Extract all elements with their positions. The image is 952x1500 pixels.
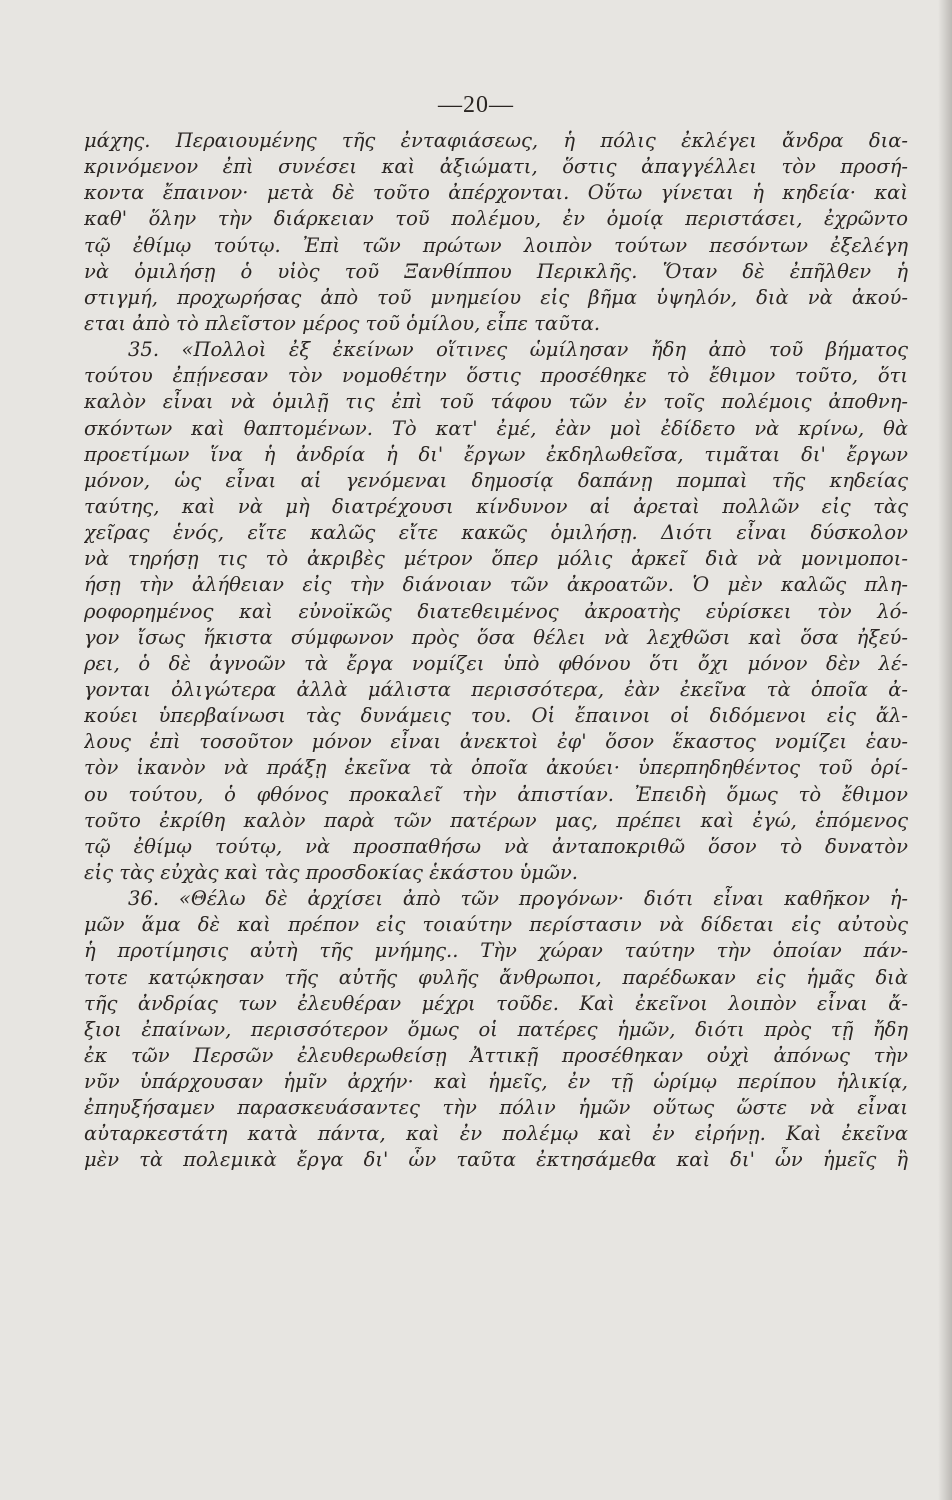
text-line: ρει, ὁ δὲ ἀγνοῶν τὰ ἔργα νομίζει ὑπὸ φθόνου ὅτι ὄχι μόνον δὲν λέ-	[84, 651, 908, 675]
text-line: τὸν ἱκανὸν νὰ πράξῃ ἐκεῖνα τὰ ὁποῖα ἀκούει· ὑπερπηδηθέντος τοῦ ὁρί-	[84, 756, 908, 780]
text-line: μὲν τὰ πολεμικὰ ἔργα δι' ὧν ταῦτα ἐκτησάμεθα καὶ δι' ὧν ἡμεῖς ἢ	[84, 1148, 908, 1172]
text-line: μόνον, ὡς εἶναι αἱ γενόμεναι δημοσίᾳ δαπάνῃ πομπαὶ τῆς κηδείας	[84, 468, 908, 492]
text-line: κούει ὑπερβαίνωσι τὰς δυνάμεις του. Οἱ ἔπαινοι οἱ διδόμενοι εἰς ἄλ-	[84, 704, 908, 728]
text-line: νὰ ὁμιλήσῃ ὁ υἱὸς τοῦ Ξανθίππου Περικλῆς. Ὅταν δὲ ἐπῆλθεν ἡ	[84, 259, 908, 283]
text-line: σκόντων καὶ θαπτομένων. Τὸ κατ' ἐμέ, ἐὰν μοὶ ἐδίδετο νὰ κρίνω, θὰ	[84, 416, 908, 440]
text-line: στιγμή, προχωρήσας ἀπὸ τοῦ μνημείου εἰς βῆμα ὑψηλόν, διὰ νὰ ἀκού-	[84, 285, 908, 309]
body-text	[84, 128, 908, 1174]
text-line: μῶν ἅμα δὲ καὶ πρέπον εἰς τοιαύτην περίστασιν νὰ δίδεται εἰς αὐτοὺς	[84, 913, 908, 937]
text-line: γον ἴσως ἥκιστα σύμφωνον πρὸς ὅσα θέλει νὰ λεχθῶσι καὶ ὅσα ἠξεύ-	[84, 625, 908, 649]
text-line: χεῖρας ἑνός, εἴτε καλῶς εἴτε κακῶς ὁμιλήσῃ. Διότι εἶναι δύσκολον	[84, 521, 908, 545]
text-line: εἰς τὰς εὐχὰς καὶ τὰς προσδοκίας ἑκάστου ὑμῶν.	[84, 860, 578, 884]
text-line: εται ἀπὸ τὸ πλεῖστον μέρος τοῦ ὁμίλου, εἶπε ταῦτα.	[84, 311, 601, 335]
text-line: ήσῃ τὴν ἀλήθειαν εἰς τὴν διάνοιαν τῶν ἀκροατῶν. Ὁ μὲν καλῶς πλη-	[84, 573, 908, 597]
text-line: κοντα ἔπαινον· μετὰ δὲ τοῦτο ἀπέρχονται. Οὕτω γίνεται ἡ κηδεία· καὶ	[84, 181, 908, 205]
text-line: ταύτης, καὶ νὰ μὴ διατρέχουσι κίνδυνον αἱ ἀρεταὶ πολλῶν εἰς τὰς	[84, 494, 908, 518]
text-line: ξιοι ἐπαίνων, περισσότερον ὅμως οἱ πατέρες ἡμῶν, διότι πρὸς τῇ ἤδη	[84, 1017, 908, 1041]
text-line: καλὸν εἶναι νὰ ὁμιλῇ τις ἐπὶ τοῦ τάφου τῶν ἐν τοῖς πολέμοις ἀποθνη-	[84, 390, 908, 414]
text-line: ἐκ τῶν Περσῶν ἐλευθερωθείσῃ Ἀττικῇ προσέθηκαν οὐχὶ ἀπόνως τὴν	[84, 1043, 908, 1067]
text-line: νὰ τηρήσῃ τις τὸ ἀκριβὲς μέτρον ὅπερ μόλις ἀρκεῖ διὰ νὰ μονιμοποι-	[84, 547, 908, 571]
text-line: τῷ ἐθίμῳ τούτῳ, νὰ προσπαθήσω νὰ ἀνταποκριθῶ ὅσον τὸ δυνατὸν	[84, 834, 908, 858]
text-line: νῦν ὑπάρχουσαν ἡμῖν ἀρχήν· καὶ ἡμεῖς, ἐν τῇ ὡρίμῳ περίπου ἡλικίᾳ,	[84, 1070, 908, 1094]
text-line: ἡ προτίμησις αὐτὴ τῆς μνήμης.. Τὴν χώραν ταύτην τὴν ὁποίαν πάν-	[84, 939, 908, 963]
text-line: λους ἐπὶ τοσοῦτον μόνον εἶναι ἀνεκτοὶ ἐφ' ὅσον ἕκαστος νομίζει ἑαυ-	[84, 730, 908, 754]
text-line: κρινόμενον ἐπὶ συνέσει καὶ ἀξιώματι, ὅστις ἀπαγγέλλει τὸν προσή-	[84, 155, 908, 179]
text-line: αὐταρκεστάτη κατὰ πάντα, καὶ ἐν πολέμῳ καὶ ἐν εἰρήνῃ. Καὶ ἐκεῖνα	[84, 1122, 908, 1146]
text-line: τῆς ἀνδρίας των ἐλευθέραν μέχρι τοῦδε. Καὶ ἐκεῖνοι λοιπὸν εἶναι ἄ-	[84, 991, 908, 1015]
text-line: τούτου ἐπῄνεσαν τὸν νομοθέτην ὅστις προσέθηκε τὸ ἔθιμον τοῦτο, ὅτι	[84, 364, 908, 388]
text-line: τῷ ἐθίμῳ τούτῳ. Ἐπὶ τῶν πρώτων λοιπὸν τούτων πεσόντων ἐξελέγη	[84, 233, 908, 257]
page-number: —20—	[438, 92, 514, 118]
page-edge-shadow	[938, 0, 952, 1500]
text-line: τοῦτο ἐκρίθη καλὸν παρὰ τῶν πατέρων μας, πρέπει καὶ ἐγώ, ἑπόμενος	[84, 808, 908, 832]
text-line: καθ' ὅλην τὴν διάρκειαν τοῦ πολέμου, ἐν ὁμοίᾳ περιστάσει, ἐχρῶντο	[84, 207, 908, 231]
text-line: μάχης. Περαιουμένης τῆς ἐνταφιάσεως, ἡ πόλις ἐκλέγει ἄνδρα δια-	[84, 129, 908, 152]
text-line: 35. «Πολλοὶ ἐξ ἐκείνων οἵτινες ὡμίλησαν ἤδη ἀπὸ τοῦ βήματος	[128, 338, 908, 362]
text-line: ροφορημένος καὶ εὐνοϊκῶς διατεθειμένος ἀκροατὴς εὑρίσκει τὸν λό-	[84, 599, 908, 623]
text-line: 36. «Θέλω δὲ ἀρχίσει ἀπὸ τῶν προγόνων· διότι εἶναι καθῆκον ἡ-	[128, 887, 908, 911]
text-line: ἐπηυξήσαμεν παρασκευάσαντες τὴν πόλιν ἡμῶν οὕτως ὥστε νὰ εἶναι	[84, 1096, 908, 1120]
text-line: τοτε κατῴκησαν τῆς αὐτῆς φυλῆς ἄνθρωποι, παρέδωκαν εἰς ἡμᾶς διὰ	[84, 965, 908, 989]
text-line: ου τούτου, ὁ φθόνος προκαλεῖ τὴν ἀπιστίαν. Ἐπειδὴ ὅμως τὸ ἔθιμον	[84, 782, 908, 806]
text-line: προετίμων ἵνα ἡ ἀνδρία ἡ δι' ἔργων ἐκδηλωθεῖσα, τιμᾶται δι' ἔργων	[84, 442, 908, 466]
text-line: γονται ὀλιγώτερα ἀλλὰ μάλιστα περισσότερα, ἐὰν ἐκεῖνα τὰ ὁποῖα ἀ-	[84, 677, 908, 701]
